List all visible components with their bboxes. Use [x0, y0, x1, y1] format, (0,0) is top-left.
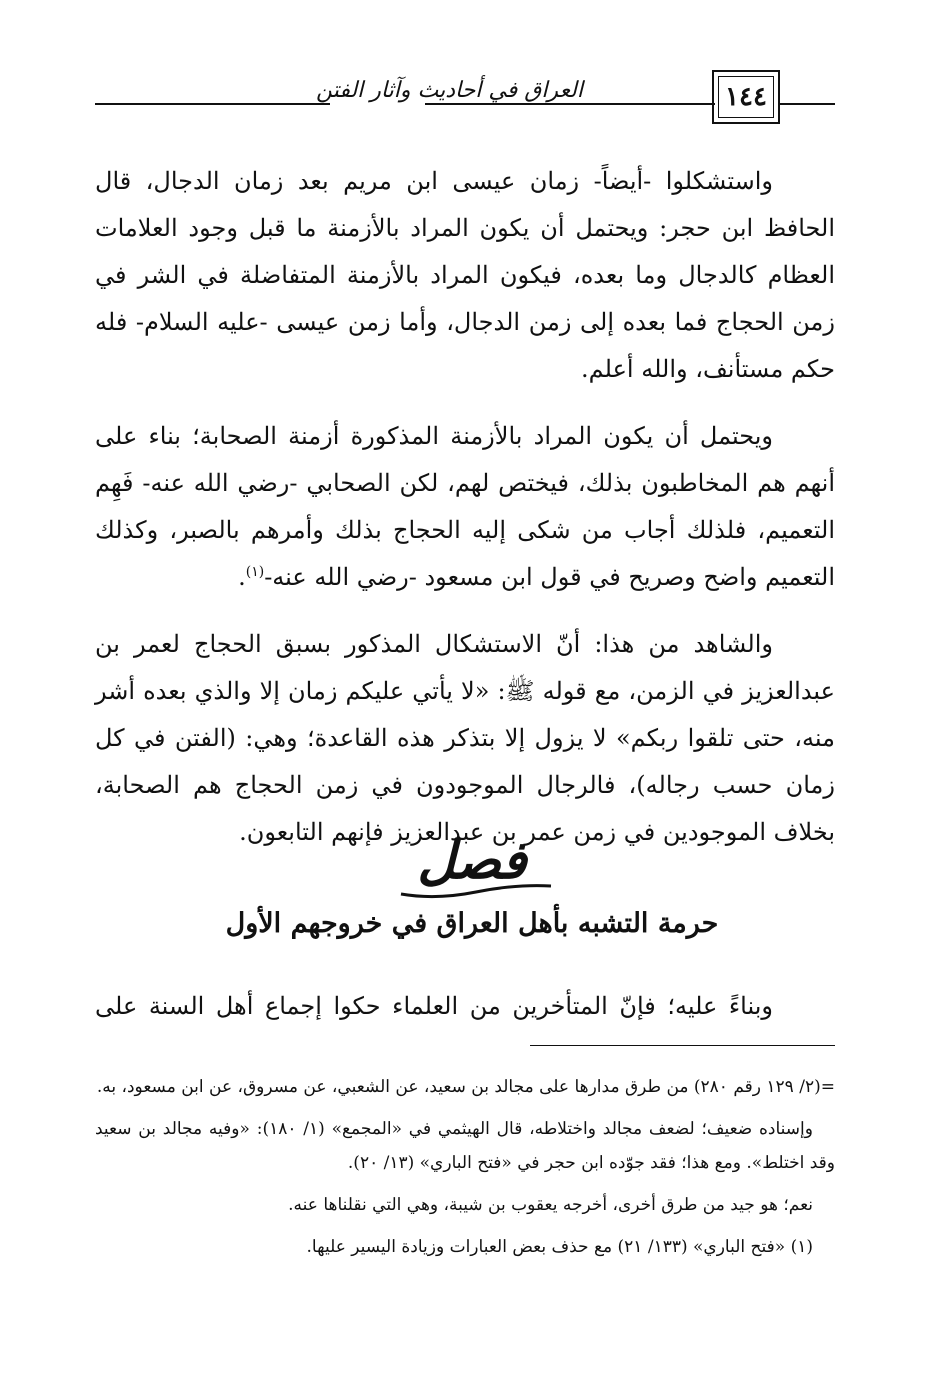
footnote-continued: =(٢/ ١٢٩ رقم ٢٨٠) من طرق مدارها على مجالد بن سعيد، عن الشعبي، عن مسروق، عن ابن مسعود، به.: [96, 1077, 835, 1097]
section-swash-ornament: [396, 880, 556, 900]
footnote-separator: [530, 1045, 835, 1046]
paragraph-2-text: ويحتمل أن يكون المراد بالأزمنة المذكورة أزمنة الصحابة؛ بناء على أنهم هم المخاطبون بذلك، فيختص لهم، لكن الصحابي -رضي الله عنه- فَهِم التعميم، فلذلك أجاب من شكى إليه الحجاج بذلك وأمرهم بالصبر، وكذلك التعميم واضح وصريح في قول ابن مسعود -رضي الله عنه-: [95, 422, 835, 591]
section-title: حرمة التشبه بأهل العراق في خروجهم الأول: [225, 908, 719, 939]
page-number: ١٤٤: [712, 70, 780, 124]
section-heading-word: فصل: [417, 830, 527, 891]
header-rule-middle: [425, 103, 715, 105]
header-rule-right: [780, 103, 835, 105]
footnotes: [95, 1070, 835, 1272]
main-text: [95, 158, 835, 856]
footnote-1: (١) «فتح الباري» (١٣٣/ ٢١) مع حذف بعض العبارات وزيادة اليسير عليها.: [306, 1237, 813, 1257]
paragraph-2-end: .: [238, 563, 246, 591]
page-header: [95, 70, 835, 130]
footnote-note: نعم؛ هو جيد من طرق أخرى، أخرجه يعقوب بن شيبة، وهي التي نقلناها عنه.: [288, 1195, 813, 1215]
paragraph-1: واستشكلوا -أيضاً- زمان عيسى ابن مريم بعد زمان الدجال، قال الحافظ ابن حجر: ويحتمل أن يكون المراد بالأزمنة ما قبل وجود العلامات العظام كالدجال وما بعده، فيكون المراد بالأزمنة المتفاضلة في الشر في زمن الحجاج فما بعده إلى زمن الدجال، وأما زمن عيسى -عليه السلام- فله حكم مستأنف، والله أعلم.: [95, 167, 835, 383]
footnote-isnad: وإسناده ضعيف؛ لضعف مجالد واختلاطه، قال الهيثمي في «المجمع» (١/ ١٨٠): «وفيه مجالد بن سعيد وقد اختلط». ومع هذا؛ فقد جوّده ابن حجر في «فتح الباري» (١٣/ ٢٠).: [95, 1119, 835, 1173]
running-title: العراق في أحاديث وآثار الفتن: [315, 78, 583, 103]
section-first-line: وبناءً عليه؛ فإنّ المتأخرين من العلماء حكوا إجماع أهل السنة على: [95, 992, 773, 1020]
footnote-reference-1: (١): [245, 564, 265, 580]
header-rule-left: [95, 103, 330, 105]
paragraph-2: [95, 413, 835, 601]
paragraph-3: والشاهد من هذا: أنّ الاستشكال المذكور بسبق الحجاج لعمر بن عبدالعزيز في الزمن، مع قوله ﷺ: «لا يأتي عليكم زمان إلا والذي بعده أشر منه، حتى تلقوا ربكم» لا يزول إلا بتذكر هذه القاعدة؛ وهي: (الفتن في كل زمان حسب رجاله)، فالرجال الموجودون في زمن الحجاج هم الصحابة، بخلاف الموجودين في زمن عمر بن عبدالعزيز فإنهم التابعون.: [95, 630, 835, 846]
